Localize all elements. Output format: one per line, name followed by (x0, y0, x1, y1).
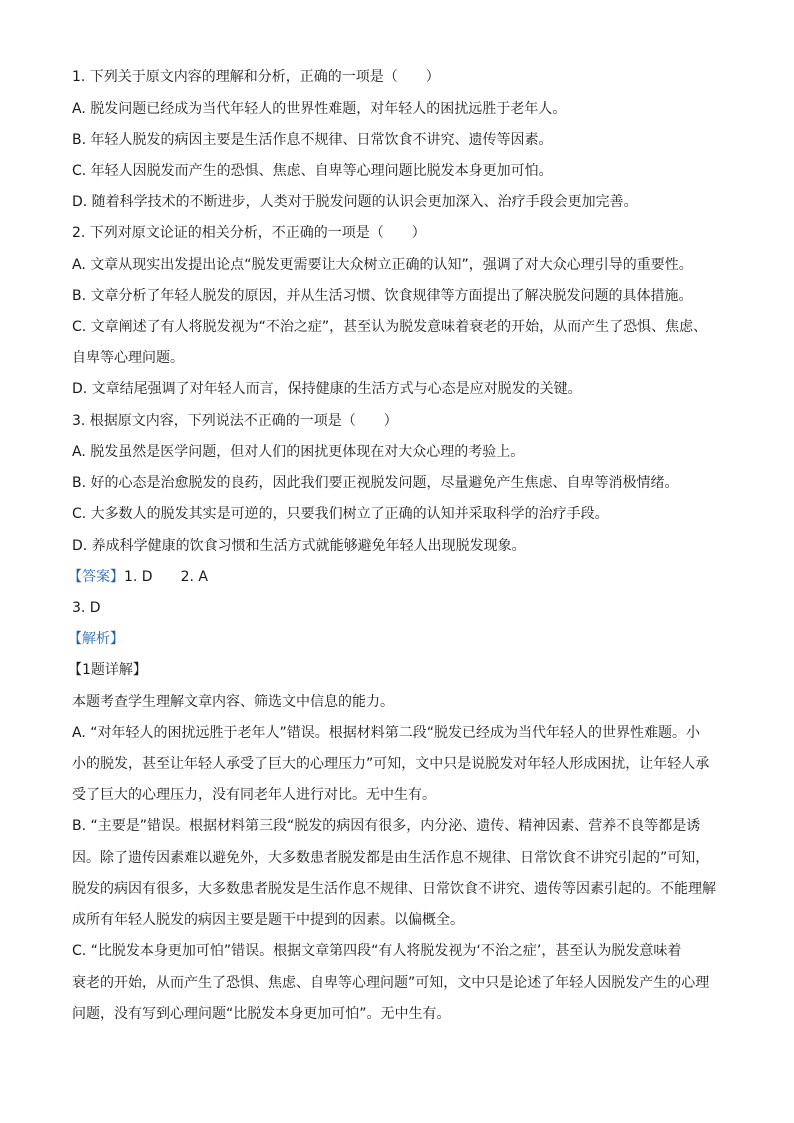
answer-1: 1. D (124, 569, 153, 585)
question-3-option-c: C. 大多数人的脱发其实是可逆的，只要我们树立了正确的认知并采取科学的治疗手段。 (72, 506, 609, 522)
question-2-option-c-continued: 自卑等心理问题。 (72, 350, 184, 366)
analysis-line: 成所有年轻人脱发的病因主要是题干中提到的因素。以偏概全。 (72, 912, 464, 928)
question-2-option-a: A. 文章从现实出发提出论点“脱发更需要让大众树立正确的认知”，强调了对大众心理引导的重要性。 (72, 257, 693, 273)
analysis-line: 小的脱发，甚至让年轻人承受了巨大的心理压力”可知，文中只是说脱发对年轻人形成困扰，让年轻人承 (72, 756, 710, 772)
analysis-line: A. “对年轻人的困扰远胜于老年人”错误。根据材料第二段“脱发已经成为当代年轻人的世界性难题。小 (72, 725, 700, 741)
question-1-option-a: A. 脱发问题已经成为当代年轻人的世界性难题，对年轻人的困扰远胜于老年人。 (72, 101, 567, 117)
question-1-option-d: D. 随着科学技术的不断进步，人类对于脱发问题的认识会更加深入、治疗手段会更加完善。 (72, 194, 638, 210)
question-1-option-b: B. 年轻人脱发的病因主要是生活作息不规律、日常饮食不讲究、遗传等因素。 (72, 132, 553, 148)
question-3-option-d: D. 养成科学健康的饮食习惯和生活方式就能够避免年轻人出现脱发现象。 (72, 538, 526, 554)
question-3-option-a: A. 脱发虽然是医学问题，但对人们的困扰更体现在对大众心理的考验上。 (72, 444, 525, 460)
analysis-line: 脱发的病因有很多，大多数患者脱发是生活作息不规律、日常饮食不讲究、遗传等因素引起的。不能理解 (72, 881, 716, 897)
analysis-label: 【解析】 (68, 631, 124, 647)
analysis-line: B. “主要是”错误。根据材料第三段“脱发的病因有很多，内分泌、遗传、精神因素、营养不良等都是诱 (72, 818, 701, 834)
question-1-detail-label: 【1题详解】 (68, 662, 147, 678)
answer-2: 2. A (180, 569, 208, 585)
question-2-option-b: B. 文章分析了年轻人脱发的原因，并从生活习惯、饮食规律等方面提出了解决脱发问题的具体措施。 (72, 288, 693, 304)
question-1-option-c: C. 年轻人因脱发而产生的恐惧、焦虑、自卑等心理问题比脱发本身更加可怕。 (72, 163, 553, 179)
question-3-stem: 3. 根据原文内容，下列说法不正确的一项是（ ） (72, 413, 398, 429)
analysis-intro: 本题考查学生理解文章内容、筛选文中信息的能力。 (72, 694, 394, 710)
analysis-line: 受了巨大的心理压力，没有同老年人进行对比。无中生有。 (72, 787, 436, 803)
analysis-line: 因。除了遗传因素难以避免外，大多数患者脱发都是由生活作息不规律、日常饮食不讲究引起的”可知， (72, 850, 710, 866)
question-2-option-c: C. 文章阐述了有人将脱发视为“不治之症”，甚至认为脱发意味着衰老的开始，从而产生了恐惧、焦虑、 (72, 319, 708, 335)
question-2-stem: 2. 下列对原文论证的相关分析，不正确的一项是（ ） (72, 225, 426, 241)
answer-line (68, 567, 728, 587)
answer-3: 3. D (72, 600, 101, 616)
analysis-line: C. “比脱发本身更加可怕”错误。根据文章第四段“有人将脱发视为‘不治之症’，甚至认为脱发意味着 (72, 943, 682, 959)
answer-label: 【答案】 (68, 569, 124, 585)
analysis-line: 问题，没有写到心理问题“比脱发本身更加可怕”。无中生有。 (72, 1006, 451, 1022)
question-1-stem: 1. 下列关于原文内容的理解和分析，正确的一项是（ ） (72, 69, 440, 85)
question-3-option-b: B. 好的心态是治愈脱发的良药，因此我们要正视脱发问题，尽量避免产生焦虑、自卑等消极情绪。 (72, 475, 679, 491)
question-2-option-d: D. 文章结尾强调了对年轻人而言，保持健康的生活方式与心态是应对脱发的关键。 (72, 381, 582, 397)
analysis-line: 衰老的开始，从而产生了恐惧、焦虑、自卑等心理问题”可知，文中只是论述了年轻人因脱发产生的心理 (72, 975, 710, 991)
